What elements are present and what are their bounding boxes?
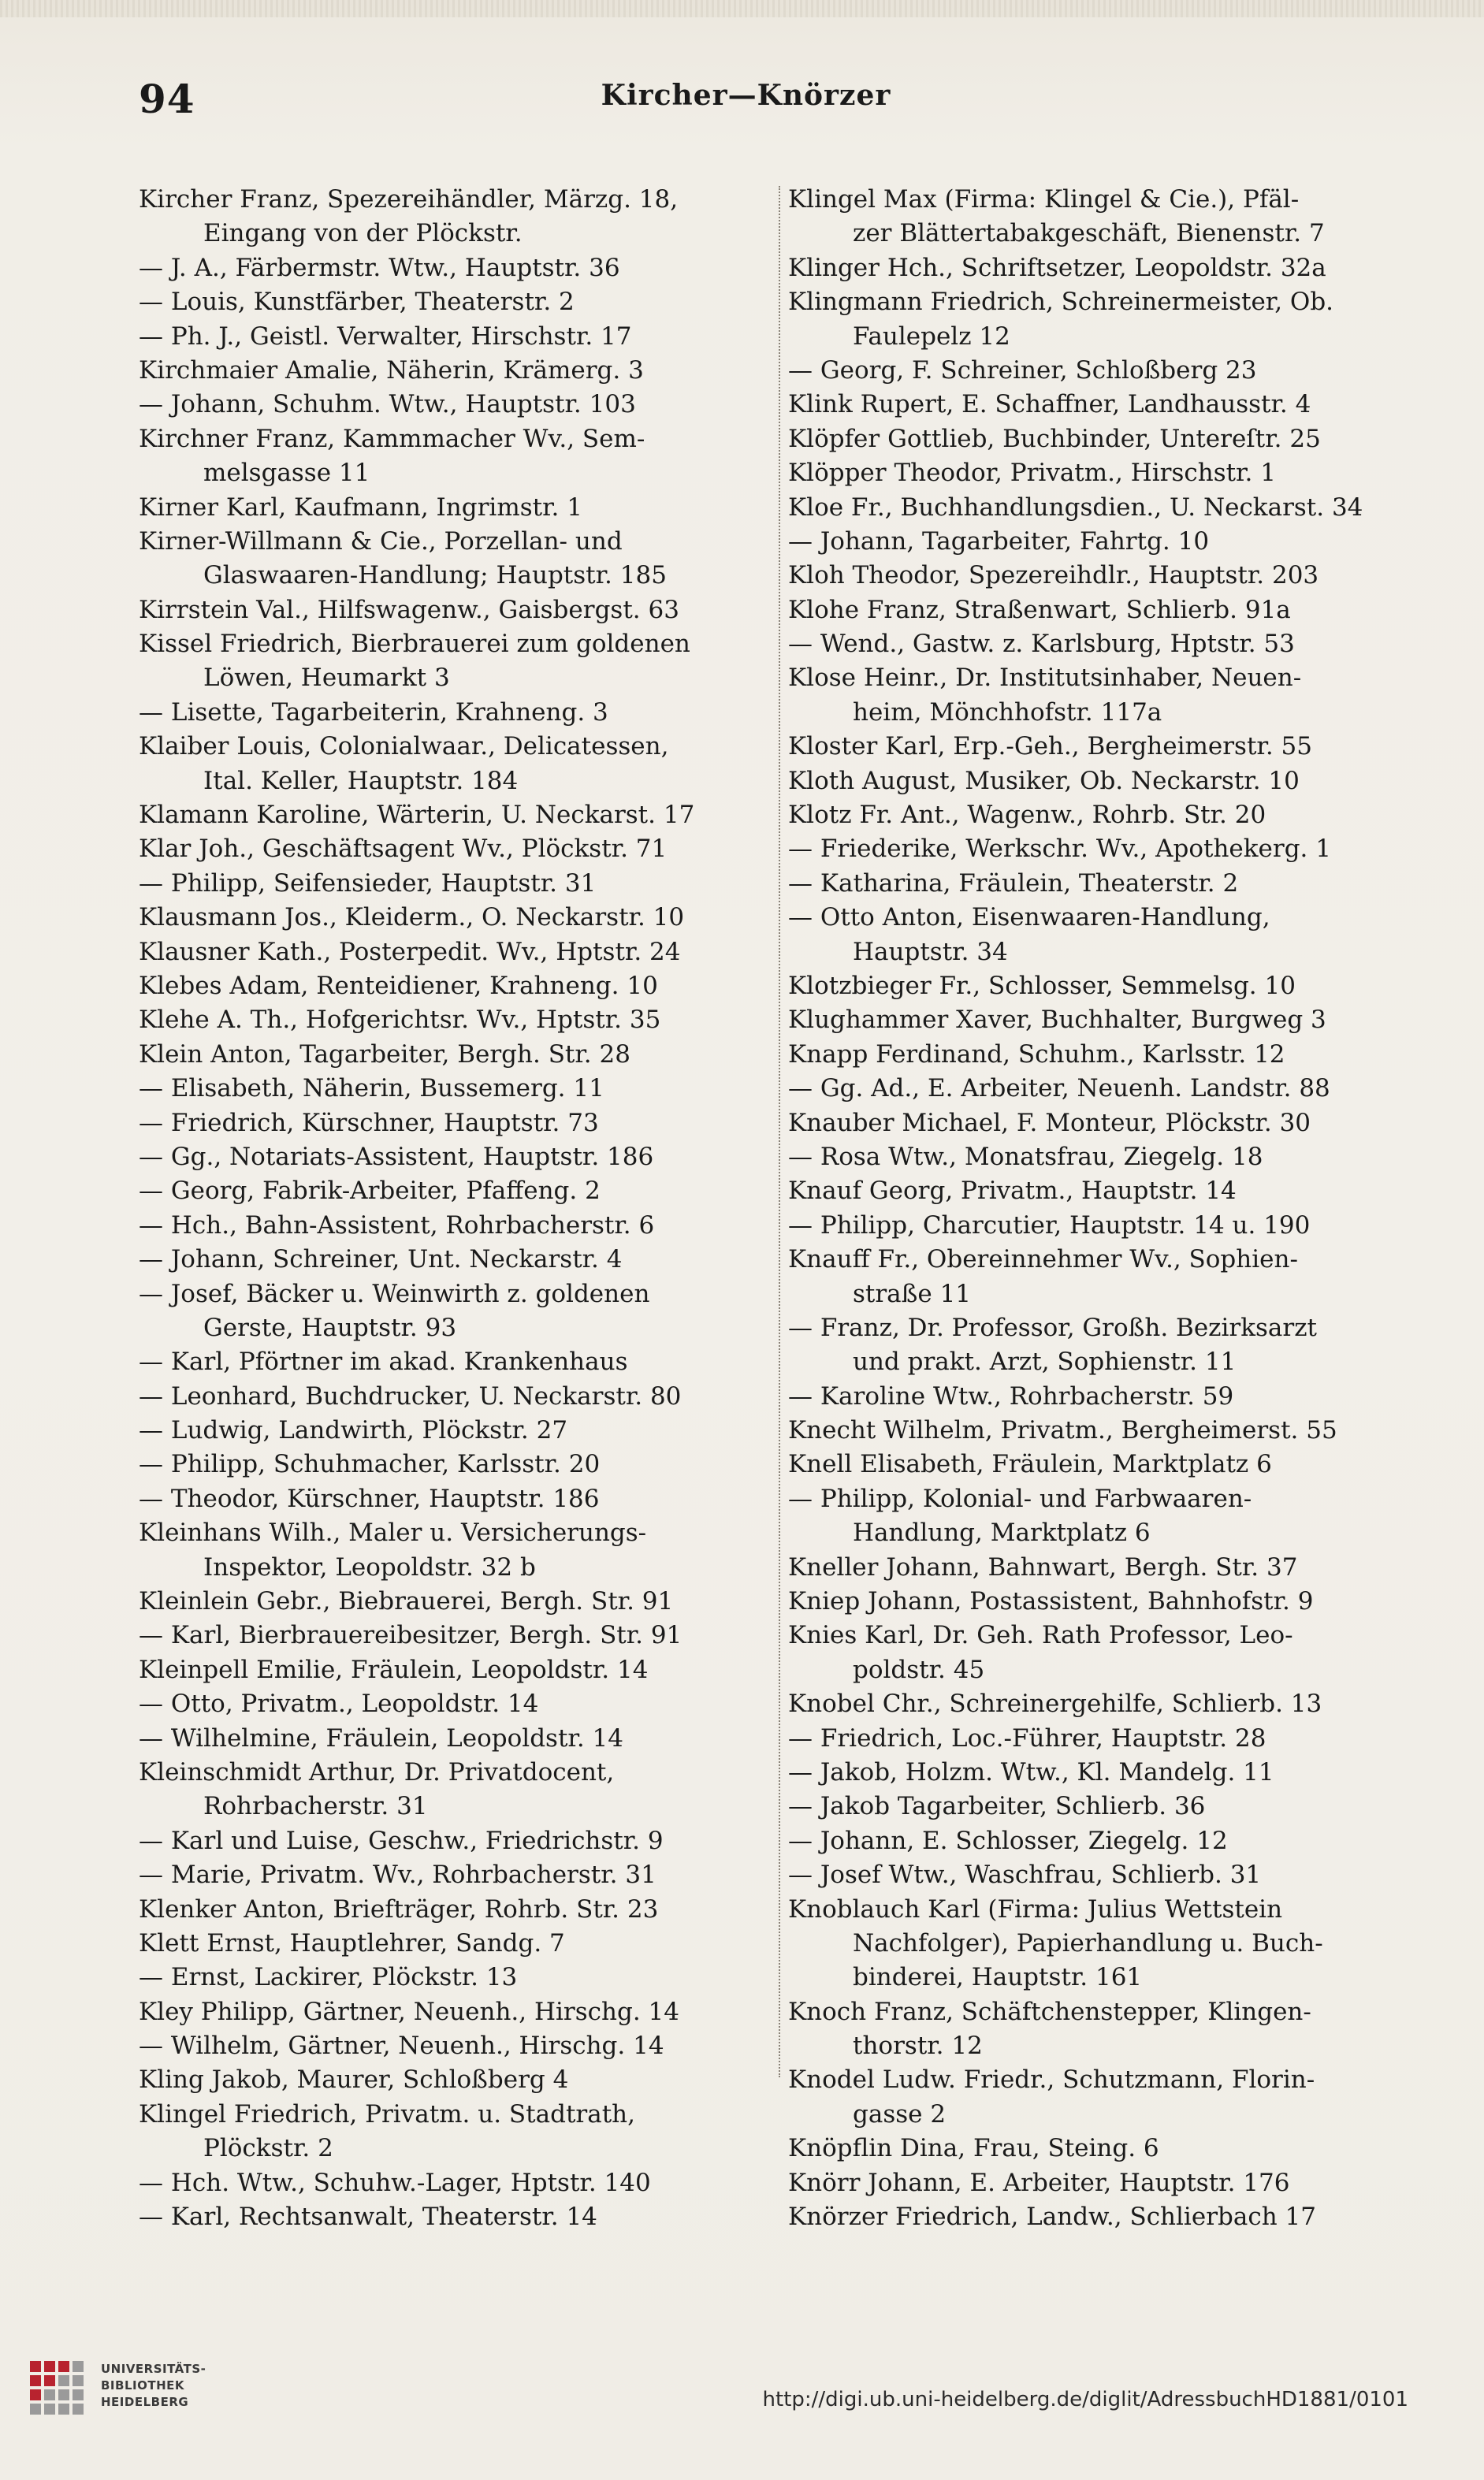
entry-continuation-line: Rohrbacherstr. 31 <box>203 1792 428 1821</box>
directory-entry <box>788 2063 1434 2132</box>
entry-line: — Hch. Wtw., Schuhw.-Lager, Hptstr. 140 <box>139 2168 651 2197</box>
entry-continuation-line: Handlung, Marktplatz 6 <box>853 1519 1151 1548</box>
running-title: Kircher—Knörzer <box>601 79 891 112</box>
entry-continuation-line: Löwen, Heumarkt 3 <box>203 664 450 693</box>
directory-entry <box>139 1243 785 1277</box>
directory-entry <box>139 1995 785 2029</box>
directory-entry <box>788 1482 1434 1551</box>
entry-line: Kloe Fr., Buchhandlungsdien., U. Neckarst. 34 <box>788 493 1363 522</box>
entry-line: — Johann, Tagarbeiter, Fahrtg. 10 <box>788 526 1210 556</box>
entry-line: Kloh Theodor, Spezereihdlr., Hauptstr. 203 <box>788 561 1319 590</box>
left-column <box>139 183 785 2234</box>
directory-entry <box>139 1448 785 1482</box>
entry-line: — Marie, Privatm. Wv., Rohrbacherstr. 31 <box>139 1861 656 1890</box>
entry-line: Knöpflin Dina, Frau, Steing. 6 <box>788 2134 1159 2163</box>
entry-line: Klamann Karoline, Wärterin, U. Neckarst. 17 <box>139 801 695 830</box>
directory-entry <box>788 1174 1434 1208</box>
directory-entry <box>139 525 785 593</box>
directory-entry <box>788 559 1434 593</box>
directory-entry <box>139 1687 785 1721</box>
entry-line: — Jakob Tagarbeiter, Schlierb. 36 <box>788 1792 1206 1821</box>
entry-line: — Friederike, Werkschr. Wv., Apothekerg. 1 <box>788 835 1331 864</box>
directory-entry <box>139 1106 785 1140</box>
entry-line: Klink Rupert, E. Schaffner, Landhausstr. 4 <box>788 390 1311 419</box>
directory-entry <box>788 354 1434 388</box>
directory-entry <box>139 1003 785 1037</box>
entry-line: — Karl, Pförtner im akad. Krankenhaus <box>139 1348 628 1377</box>
directory-entry <box>788 1551 1434 1585</box>
directory-entry <box>139 1858 785 1892</box>
directory-entry <box>788 1209 1434 1243</box>
entry-line: — Leonhard, Buchdrucker, U. Neckarstr. 80 <box>139 1381 682 1411</box>
directory-entry <box>788 1619 1434 1687</box>
entry-line: Kleinschmidt Arthur, Dr. Privatdocent, <box>139 1757 615 1787</box>
directory-entry <box>788 832 1434 866</box>
entry-line: Kirner Karl, Kaufmann, Ingrimstr. 1 <box>139 493 582 522</box>
directory-entry <box>139 251 785 285</box>
library-name-line: BIBLIOTHEK <box>101 2378 184 2393</box>
entry-line: Klehe A. Th., Hofgerichtsr. Wv., Hptstr. 35 <box>139 1006 661 1035</box>
entry-line: Knauff Fr., Obereinnehmer Wv., Sophien- <box>788 1245 1298 1274</box>
directory-entry <box>788 1756 1434 1790</box>
entry-line: Kirner-Willmann & Cie., Porzellan- und <box>139 526 623 556</box>
entry-line: Klughammer Xaver, Buchhalter, Burgweg 3 <box>788 1006 1326 1035</box>
entry-line: Klotz Fr. Ant., Wagenw., Rohrb. Str. 20 <box>788 801 1266 830</box>
entry-continuation-line: und prakt. Arzt, Sophienstr. 11 <box>853 1348 1237 1377</box>
entry-line: — Theodor, Kürschner, Hauptstr. 186 <box>139 1484 600 1513</box>
entry-line: Klett Ernst, Hauptlehrer, Sandg. 7 <box>139 1928 565 1958</box>
entry-line: — Philipp, Schuhmacher, Karlsstr. 20 <box>139 1450 601 1479</box>
entry-line: Knauber Michael, F. Monteur, Plöckstr. 30 <box>788 1108 1311 1137</box>
library-name-line: UNIVERSITÄTS- <box>101 2362 206 2376</box>
directory-entry <box>788 1106 1434 1140</box>
library-name-line: HEIDELBERG <box>101 2395 189 2409</box>
entry-line: Kleinlein Gebr., Biebrauerei, Bergh. Str. 91 <box>139 1587 674 1616</box>
directory-entry <box>139 627 785 696</box>
directory-entry <box>139 696 785 730</box>
entry-continuation-line: Gerste, Hauptstr. 93 <box>203 1313 457 1342</box>
entry-continuation-line: Faulepelz 12 <box>853 322 1010 351</box>
directory-entry <box>788 285 1434 354</box>
directory-entry <box>788 456 1434 490</box>
directory-entry <box>788 2132 1434 2166</box>
entry-line: — Friedrich, Kürschner, Hauptstr. 73 <box>139 1108 599 1137</box>
entry-line: — Wilhelmine, Fräulein, Leopoldstr. 14 <box>139 1723 623 1753</box>
entry-line: Knauf Georg, Privatm., Hauptstr. 14 <box>788 1177 1237 1206</box>
directory-entry <box>788 251 1434 285</box>
entry-line: Klingmann Friedrich, Schreinermeister, Ob. <box>788 288 1334 317</box>
entry-line: — Hch., Bahn-Assistent, Rohrbacherstr. 6 <box>139 1210 655 1240</box>
directory-entry <box>139 2200 785 2234</box>
directory-entry <box>139 1961 785 1995</box>
entry-line: Kloster Karl, Erp.-Geh., Bergheimerstr. 55 <box>788 732 1312 761</box>
entry-line: Kling Jakob, Maurer, Schloßberg 4 <box>139 2065 569 2095</box>
entry-line: — Karl und Luise, Geschw., Friedrichstr. 9 <box>139 1826 664 1855</box>
directory-entry <box>788 867 1434 901</box>
directory-entry <box>788 1722 1434 1756</box>
directory-entry <box>139 183 785 251</box>
directory-entry <box>139 1140 785 1174</box>
directory-entry <box>139 1345 785 1379</box>
page-number: 94 <box>139 76 195 122</box>
directory-entry <box>788 525 1434 559</box>
entry-line: Kirchner Franz, Kammmacher Wv., Sem- <box>139 424 645 453</box>
entry-line: Knell Elisabeth, Fräulein, Marktplatz 6 <box>788 1450 1272 1479</box>
entry-continuation-line: binderei, Hauptstr. 161 <box>853 1963 1143 1992</box>
entry-line: Knörzer Friedrich, Landw., Schlierbach 17 <box>788 2203 1316 2232</box>
entry-line: Klenker Anton, Briefträger, Rohrb. Str. 23 <box>139 1894 659 1924</box>
directory-entry <box>139 1482 785 1516</box>
entry-line: — Rosa Wtw., Monatsfrau, Ziegelg. 18 <box>788 1142 1263 1171</box>
entry-line: — Franz, Dr. Professor, Großh. Bezirksarzt <box>788 1313 1318 1342</box>
directory-entry <box>139 2098 785 2166</box>
directory-entry <box>139 1619 785 1653</box>
directory-entry <box>139 2029 785 2063</box>
directory-entry <box>788 1243 1434 1311</box>
entry-continuation-line: zer Blättertabakgeschäft, Bienenstr. 7 <box>853 219 1325 248</box>
entry-line: Klohe Franz, Straßenwart, Schlierb. 91a <box>788 595 1291 624</box>
directory-entry <box>139 593 785 627</box>
entry-line: — Philipp, Seifensieder, Hauptstr. 31 <box>139 868 597 898</box>
entry-line: Klausner Kath., Posterpedit. Wv., Hptstr. 24 <box>139 937 681 966</box>
directory-entry <box>139 2166 785 2200</box>
directory-entry <box>788 491 1434 525</box>
entry-line: Klausmann Jos., Kleiderm., O. Neckarstr. 10 <box>139 903 685 932</box>
directory-entry <box>139 1380 785 1414</box>
entry-line: Knecht Wilhelm, Privatm., Bergheimerst. 55 <box>788 1416 1337 1445</box>
directory-entry <box>788 661 1434 730</box>
directory-entry <box>139 1927 785 1961</box>
entry-line: Kleinpell Emilie, Fräulein, Leopoldstr. 14 <box>139 1655 649 1684</box>
source-url-link[interactable]: http://digi.ub.uni-heidelberg.de/diglit/AdressbuchHD1881/0101 <box>762 2388 1408 2411</box>
directory-entry <box>788 1140 1434 1174</box>
entry-line: Knapp Ferdinand, Schuhm., Karlsstr. 12 <box>788 1039 1285 1069</box>
directory-entry <box>139 388 785 422</box>
entry-continuation-line: Nachfolger), Papierhandlung u. Buch- <box>853 1928 1323 1958</box>
directory-entry <box>139 867 785 901</box>
entry-line: — Philipp, Kolonial- und Farbwaaren- <box>788 1484 1252 1513</box>
entry-continuation-line: heim, Mönchhofstr. 117a <box>853 697 1162 727</box>
entry-line: Kirchmaier Amalie, Näherin, Krämerg. 3 <box>139 355 644 385</box>
directory-entry <box>788 1687 1434 1721</box>
scan-edge-strip <box>0 0 1484 17</box>
directory-entry <box>139 1038 785 1072</box>
library-name <box>101 2361 227 2411</box>
entry-line: — Philipp, Charcutier, Hauptstr. 14 u. 190 <box>788 1210 1311 1240</box>
entry-line: Klose Heinr., Dr. Institutsinhaber, Neuen- <box>788 664 1302 693</box>
directory-entry <box>139 969 785 1003</box>
directory-entry <box>139 832 785 866</box>
entry-line: Kniep Johann, Postassistent, Bahnhofstr. 9 <box>788 1587 1314 1616</box>
directory-entry <box>788 1995 1434 2064</box>
directory-entry <box>788 1311 1434 1380</box>
entry-line: — Gg., Notariats-Assistent, Hauptstr. 186 <box>139 1142 654 1171</box>
entry-line: Kirrstein Val., Hilfswagenw., Gaisbergst. 63 <box>139 595 679 624</box>
directory-entry <box>139 1756 785 1824</box>
directory-entry <box>139 422 785 491</box>
entry-line: Klar Joh., Geschäftsagent Wv., Plöckstr. 71 <box>139 835 668 864</box>
entry-line: Knodel Ludw. Friedr., Schutzmann, Florin- <box>788 2065 1315 2095</box>
entry-continuation-line: Ital. Keller, Hauptstr. 184 <box>203 766 519 795</box>
entry-line: — Wilhelm, Gärtner, Neuenh., Hirschg. 14 <box>139 2032 664 2061</box>
directory-entry <box>788 627 1434 661</box>
entry-line: Kircher Franz, Spezereihändler, Märzg. 18, <box>139 185 679 214</box>
entry-line: Klingel Max (Firma: Klingel & Cie.), Pfäl- <box>788 185 1300 214</box>
entry-line: — Georg, F. Schreiner, Schloßberg 23 <box>788 355 1257 385</box>
directory-entry <box>788 183 1434 251</box>
entry-line: Knies Karl, Dr. Geh. Rath Professor, Leo- <box>788 1621 1293 1650</box>
entry-line: Kloth August, Musiker, Ob. Neckarstr. 10 <box>788 766 1300 795</box>
entry-line: Klotzbieger Fr., Schlosser, Semmelsg. 10 <box>788 971 1296 1000</box>
directory-entry <box>788 764 1434 798</box>
library-logo[interactable] <box>28 2353 218 2440</box>
directory-entry <box>788 1790 1434 1824</box>
entry-line: — Karl, Rechtsanwalt, Theaterstr. 14 <box>139 2203 597 2232</box>
entry-line: — Josef Wtw., Waschfrau, Schlierb. 31 <box>788 1861 1262 1890</box>
directory-entry <box>788 2200 1434 2234</box>
entry-line: — Friedrich, Loc.-Führer, Hauptstr. 28 <box>788 1723 1266 1753</box>
entry-continuation-line: Plöckstr. 2 <box>203 2134 333 2163</box>
directory-entry <box>139 1277 785 1346</box>
right-column <box>788 183 1434 2234</box>
entry-continuation-line: melsgasse 11 <box>203 459 370 488</box>
directory-entry <box>788 593 1434 627</box>
entry-line: Klöpper Theodor, Privatm., Hirschstr. 1 <box>788 459 1276 488</box>
entry-line: Klebes Adam, Renteidiener, Krahneng. 10 <box>139 971 658 1000</box>
entry-continuation-line: thorstr. 12 <box>853 2032 983 2061</box>
entry-line: — Johann, Schreiner, Unt. Neckarstr. 4 <box>139 1245 623 1274</box>
entry-continuation-line: Glaswaaren-Handlung; Hauptstr. 185 <box>203 561 667 590</box>
directory-entry <box>788 422 1434 456</box>
entry-continuation-line: gasse 2 <box>853 2099 947 2129</box>
directory-entry <box>139 1209 785 1243</box>
entry-line: Klein Anton, Tagarbeiter, Bergh. Str. 28 <box>139 1039 630 1069</box>
entry-line: Kleinhans Wilh., Maler u. Versicherungs- <box>139 1519 647 1548</box>
entry-line: — Gg. Ad., E. Arbeiter, Neuenh. Landstr. 88 <box>788 1074 1330 1103</box>
directory-entry <box>139 1722 785 1756</box>
directory-entry <box>788 1003 1434 1037</box>
entry-line: — Lisette, Tagarbeiterin, Krahneng. 3 <box>139 697 608 727</box>
directory-entry <box>788 969 1434 1003</box>
column-divider <box>779 186 780 2077</box>
directory-entry <box>788 1858 1434 1892</box>
directory-entry <box>139 285 785 319</box>
directory-entry <box>788 1448 1434 1482</box>
directory-entry <box>788 1414 1434 1448</box>
entry-line: — Johann, E. Schlosser, Ziegelg. 12 <box>788 1826 1228 1855</box>
entry-line: — Josef, Bäcker u. Weinwirth z. goldenen <box>139 1279 650 1308</box>
directory-entry <box>788 1038 1434 1072</box>
directory-entry <box>788 730 1434 764</box>
entry-line: — Elisabeth, Näherin, Bussemerg. 11 <box>139 1074 604 1103</box>
directory-entry <box>139 1824 785 1858</box>
entry-line: — Ph. J., Geistl. Verwalter, Hirschstr. 17 <box>139 322 632 351</box>
entry-line: — Ludwig, Landwirth, Plöckstr. 27 <box>139 1416 568 1445</box>
entry-line: Klaiber Louis, Colonialwaar., Delicatessen, <box>139 732 669 761</box>
entry-line: Klingel Friedrich, Privatm. u. Stadtrath, <box>139 2099 635 2129</box>
entry-line: — J. A., Färbermstr. Wtw., Hauptstr. 36 <box>139 253 620 282</box>
directory-entry <box>139 1893 785 1927</box>
entry-line: — Wend., Gastw. z. Karlsburg, Hptstr. 53 <box>788 630 1295 659</box>
directory-entry <box>139 2063 785 2097</box>
directory-entry <box>139 1414 785 1448</box>
entry-line: — Georg, Fabrik-Arbeiter, Pfaffeng. 2 <box>139 1177 601 1206</box>
entry-line: Knörr Johann, E. Arbeiter, Hauptstr. 176 <box>788 2168 1290 2197</box>
entry-line: — Johann, Schuhm. Wtw., Hauptstr. 103 <box>139 390 636 419</box>
directory-entry <box>139 1516 785 1585</box>
entry-line: — Otto Anton, Eisenwaaren-Handlung, <box>788 903 1270 932</box>
directory-entry <box>139 320 785 354</box>
directory-entry <box>139 901 785 935</box>
directory-entry <box>788 2166 1434 2200</box>
directory-entry <box>788 1893 1434 1995</box>
entry-continuation-line: Hauptstr. 34 <box>853 937 1008 966</box>
entry-line: Klöpfer Gottlieb, Buchbinder, Untereſtr. 25 <box>788 424 1321 453</box>
entry-continuation-line: poldstr. 45 <box>853 1655 985 1684</box>
entry-line: Knoch Franz, Schäftchenstepper, Klingen- <box>788 1997 1311 2026</box>
directory-entry <box>788 1072 1434 1106</box>
directory-entry <box>139 1585 785 1619</box>
university-library-logo-icon <box>28 2359 85 2416</box>
directory-entry <box>139 354 785 388</box>
entry-line: Kissel Friedrich, Bierbrauerei zum goldenen <box>139 630 690 659</box>
entry-line: Knoblauch Karl (Firma: Julius Wettstein <box>788 1894 1283 1924</box>
page-header <box>126 76 1366 123</box>
entry-line: — Ernst, Lackirer, Plöckstr. 13 <box>139 1963 518 1992</box>
directory-entry <box>788 388 1434 422</box>
directory-entry <box>788 1380 1434 1414</box>
directory-entry <box>139 1072 785 1106</box>
entry-line: — Katharina, Fräulein, Theaterstr. 2 <box>788 868 1239 898</box>
directory-entry <box>788 798 1434 832</box>
entry-continuation-line: Eingang von der Plöckstr. <box>203 219 523 248</box>
entry-line: — Jakob, Holzm. Wtw., Kl. Mandelg. 11 <box>788 1757 1274 1787</box>
entry-line: Kley Philipp, Gärtner, Neuenh., Hirschg. 14 <box>139 1997 679 2026</box>
entry-continuation-line: straße 11 <box>853 1279 972 1308</box>
directory-entry <box>139 1653 785 1687</box>
directory-entry <box>788 1585 1434 1619</box>
entry-line: — Louis, Kunstfärber, Theaterstr. 2 <box>139 288 575 317</box>
entry-line: — Otto, Privatm., Leopoldstr. 14 <box>139 1690 539 1719</box>
entry-line: Klinger Hch., Schriftsetzer, Leopoldstr. 32a <box>788 253 1326 282</box>
directory-entry <box>139 935 785 969</box>
entry-line: — Karoline Wtw., Rohrbacherstr. 59 <box>788 1381 1234 1411</box>
directory-entry <box>788 901 1434 969</box>
entry-line: Knobel Chr., Schreinergehilfe, Schlierb. 13 <box>788 1690 1322 1719</box>
directory-entry <box>139 730 785 798</box>
entry-line: — Karl, Bierbrauereibesitzer, Bergh. Str. 91 <box>139 1621 682 1650</box>
directory-entry <box>139 1174 785 1208</box>
directory-entry <box>139 491 785 525</box>
entry-line: Kneller Johann, Bahnwart, Bergh. Str. 37 <box>788 1552 1298 1582</box>
entry-continuation-line: Inspektor, Leopoldstr. 32 b <box>203 1552 536 1582</box>
directory-entry <box>788 1824 1434 1858</box>
directory-entry <box>139 798 785 832</box>
